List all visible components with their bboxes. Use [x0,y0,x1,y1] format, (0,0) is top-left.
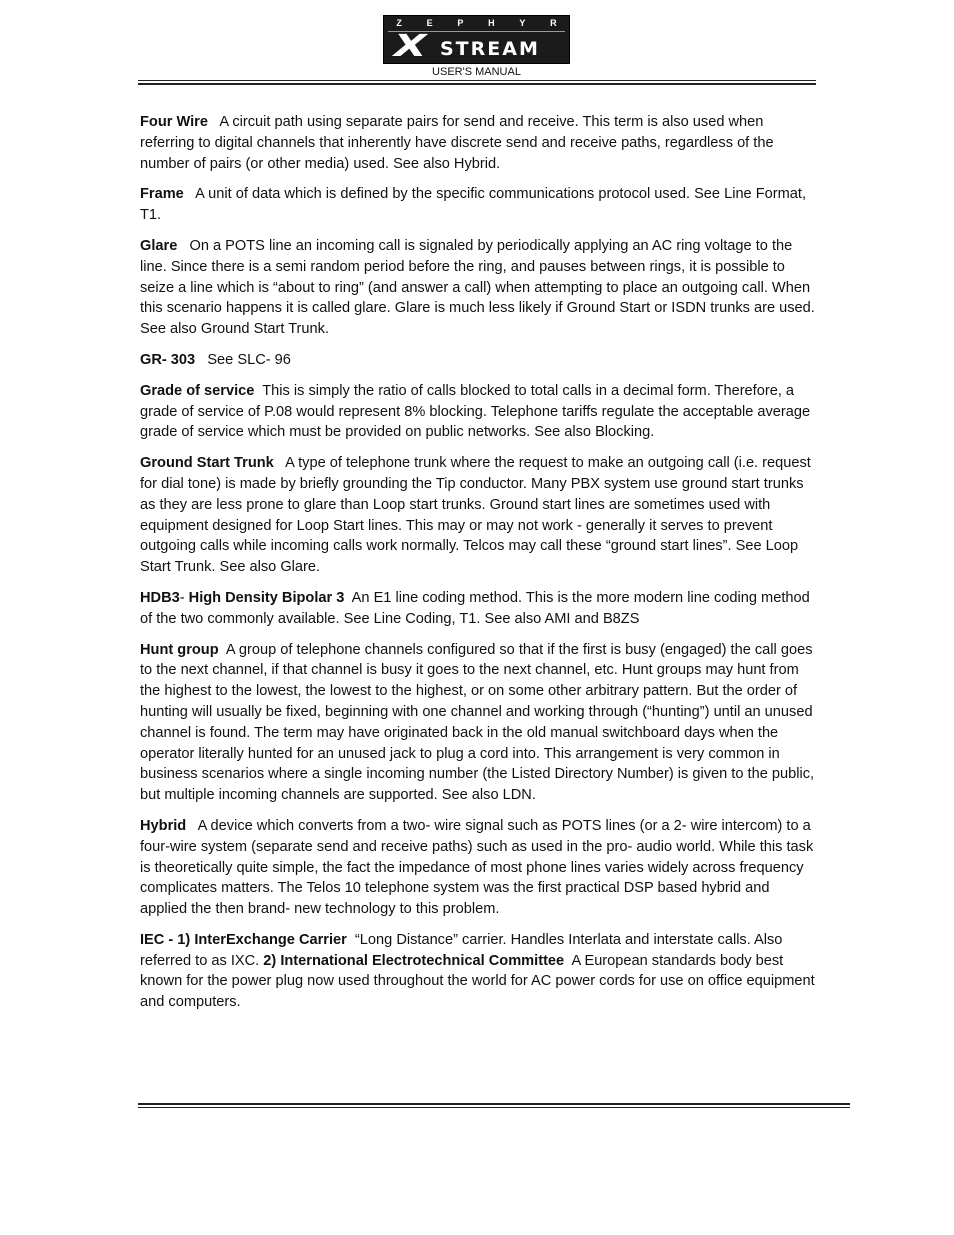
glossary-entry-hunt-group [140,640,816,806]
glossary-definition: A type of telephone trunk where the request to make an outgoing call (i.e. request for dial tone) is made by briefly grounding the Tip conductor. Many PBX system use ground start trunks as they are less prone to glare than Loop start trunks. Ground start lines are sometimes used with equipment designed for Loop Start lines. This may or may not work - generally it serves to prevent outgoing calls while incoming calls work normally. Telcos may call these “ground start lines”. See Loop Start Trunk. See also Glare. [140,455,811,576]
logo-letter: H [488,18,495,28]
glossary-term: Hybrid [140,817,187,834]
logo-zephyr-letters [384,17,569,29]
glossary-term: Frame [140,186,184,203]
glossary-entry-frame [140,184,816,226]
page-header [0,0,954,90]
glossary-entry-ground-start-trunk [140,453,816,578]
footer-rule [138,1103,850,1105]
glossary-term: Hunt group [140,641,219,658]
glossary-term-second: 2) International Electrotechnical Committee [263,952,565,969]
glossary-definition: See SLC- 96 [195,351,291,368]
logo-letter: E [426,18,433,28]
glossary-definition-part: “Long Distance” carrier. Handles Interlata and interstate calls. Also referred to as IXC. [140,931,783,969]
footer-rule [138,1107,850,1108]
header-rule [138,83,816,85]
header-rule [138,80,816,81]
glossary-entry-four-wire [140,112,816,174]
glossary-entry-iec [140,930,816,1013]
glossary-term: Ground Start Trunk [140,455,274,472]
glossary-term-separator: - [179,589,189,606]
logo-x: X [394,29,427,64]
glossary-entry-glare [140,236,816,340]
glossary-entry-hdb3 [140,588,816,630]
glossary-definition: A circuit path using separate pairs for send and receive. This term is also used when referring to digital channels that inherently have discrete send and receive paths, regardless of the number of pairs (or other media) used. See also Hybrid. [140,114,774,172]
glossary-definition: An E1 line coding method. This is the more modern line coding method of the two commonly available. See Line Coding, T1. See also AMI and B8ZS [140,589,810,627]
glossary-entry-grade-of-service [140,381,816,443]
glossary-term: GR- 303 [140,351,196,368]
glossary-term-expansion: High Density Bipolar 3 [188,589,345,606]
logo-letter: R [550,18,557,28]
logo-letter: Z [396,18,402,28]
logo-xstream [384,29,569,64]
glossary-term: Glare [140,237,178,254]
logo-letter: P [457,18,464,28]
glossary-body [140,112,816,1023]
glossary-entry-hybrid [140,816,816,920]
glossary-entry-gr-303 [140,350,816,371]
glossary-definition: A unit of data which is defined by the specific communications protocol used. See Line Format, T1. [140,186,807,224]
logo-stream: STREAM [440,38,540,60]
glossary-definition: This is simply the ratio of calls blocked to total calls in a decimal form. Therefore, a grade of service of P.08 would represent 8% blocking. Telephone tariffs regulate the acceptable average grade of service which must be provided on public networks. See also Blocking. [140,382,811,441]
glossary-definition: A European standards body best known for the power plug now used throughout the world for AC power cords for use on office equipment and computers. [140,952,815,1011]
logo-letter: Y [519,18,526,28]
glossary-definition: A group of telephone channels configured so that if the first is busy (engaged) the call goes to the next channel, if that channel is busy it goes to the next channel, etc. Hunt groups may hunt from the highest to the lowest, the lowest to the highest, or on some other arbitrary pattern. But the order of hunting will usually be fixed, beginning with one channel and working through (“hunting”) until an unused channel is found. The term may have originated back in the old manual switchboard days when the operator literally hunted for an unused jack to plug a cord into. This arrangement is very common in business scenarios where a single incoming number (the Listed Directory Number) is given to the public, but multiple incoming channels are supported. See also LDN. [140,641,815,804]
glossary-term: Grade of service [140,382,255,399]
users-manual-label: USER'S MANUAL [432,66,521,78]
glossary-term: Four Wire [140,114,208,130]
glossary-definition: A device which converts from a two- wire signal such as POTS lines (or a 2- wire intercom) to a four-wire system (separate send and receive paths) such as used in the pro- audio world. While this task is theoretically quite simple, the fact the impedance of most phone lines varies widely across frequency complicates matters. The Telos 10 telephone system was the first practical DSP based hybrid and applied the then brand- new technology to this problem. [140,817,814,918]
zephyr-xstream-logo [383,15,570,64]
glossary-term: HDB3 [140,589,180,606]
glossary-term: IEC - 1) InterExchange Carrier [140,931,347,948]
glossary-definition: On a POTS line an incoming call is signaled by periodically applying an AC ring voltage to the line. Since there is a semi random period before the ring, and pauses between rings, it is possible to seize a line which is “about to ring” (and answer a call) when attempting to place an outgoing call. When this scenario happens it is called glare. Glare is much less likely if Ground Start or ISDN trunks are used. See also Ground Start Trunk. [140,237,815,338]
